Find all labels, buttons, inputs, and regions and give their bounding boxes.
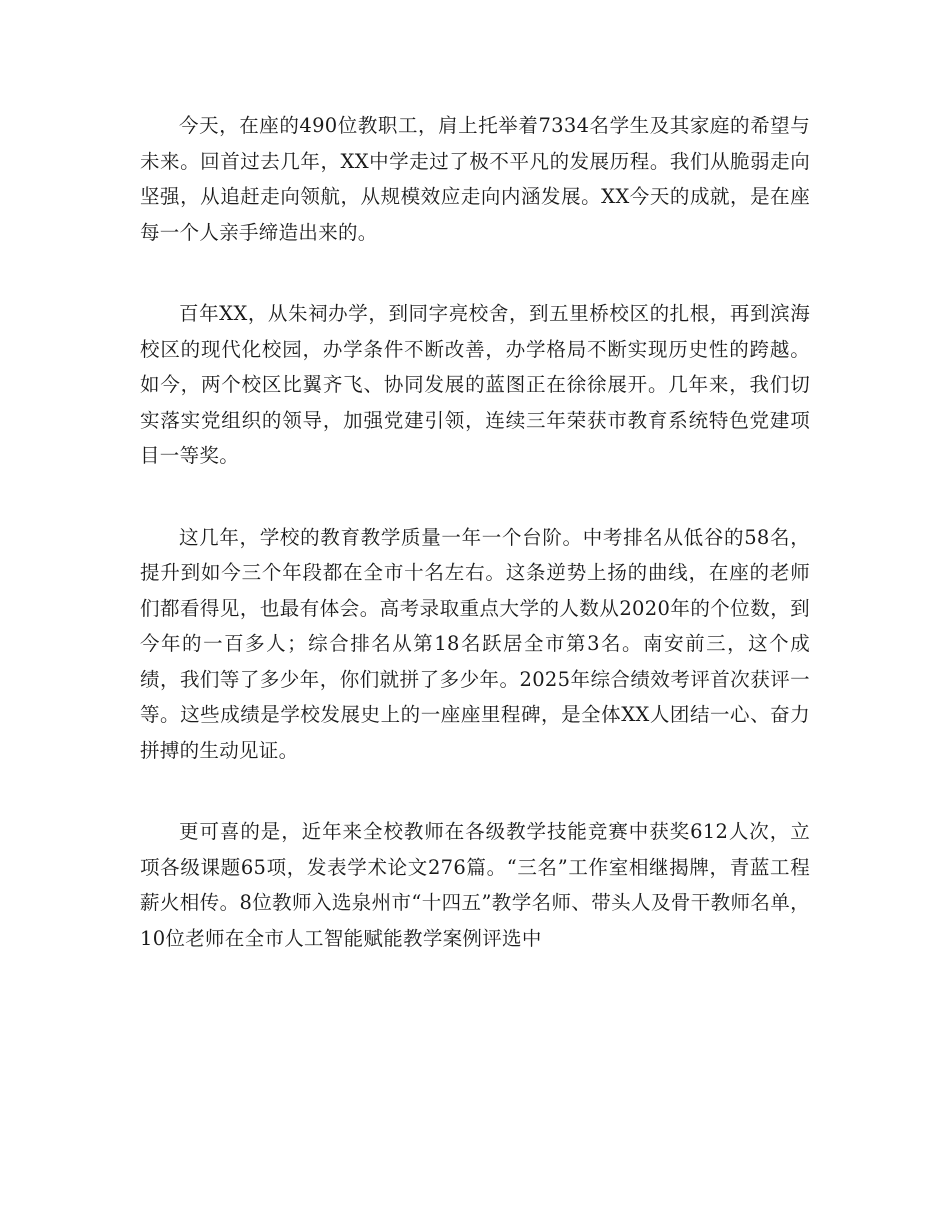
paragraph-4: 更可喜的是，近年来全校教师在各级教学技能竞赛中获奖612人次，立项各级课题65项，发表学术论文276篇。“三名”工作室相继揭牌，青蓝工程薪火相传。8位教师入选泉州市“十四五”教学名师、带头人及骨干教师名单，10位老师在全市人工智能赋能教学案例评选中 xyxy=(140,820,810,950)
paragraph-3: 这几年，学校的教育教学质量一年一个台阶。中考排名从低谷的58名，提升到如今三个年段都在全市十名左右。这条逆势上扬的曲线，在座的老师们都看得见，也最有体会。高考录取重点大学的人数从2020年的个位数，到今年的一百多人；综合排名从第18名跃居全市第3名。南安前三，这个成绩，我们等了多少年，你们就拼了多少年。2025年综合绩效考评首次获评一等。这些成绩是学校发展史上的一座座里程碑，是全体XX人团结一心、奋力拼搏的生动见证。 xyxy=(140,525,810,762)
document-body xyxy=(140,108,810,956)
paragraph-2: 百年XX，从朱祠办学，到同字亮校舍，到五里桥校区的扎根，再到滨海校区的现代化校园，办学条件不断改善，办学格局不断实现历史性的跨越。如今，两个校区比翼齐飞、协同发展的蓝图正在徐徐展开。几年来，我们切实落实党组织的领导，加强党建引领，连续三年荣获市教育系统特色党建项目一等奖。 xyxy=(140,302,810,467)
paragraph-1: 今天，在座的490位教职工，肩上托举着7334名学生及其家庭的希望与未来。回首过去几年，XX中学走过了极不平凡的发展历程。我们从脆弱走向坚强，从追赶走向领航，从规模效应走向内涵发展。XX今天的成就，是在座每一个人亲手缔造出来的。 xyxy=(140,114,810,244)
